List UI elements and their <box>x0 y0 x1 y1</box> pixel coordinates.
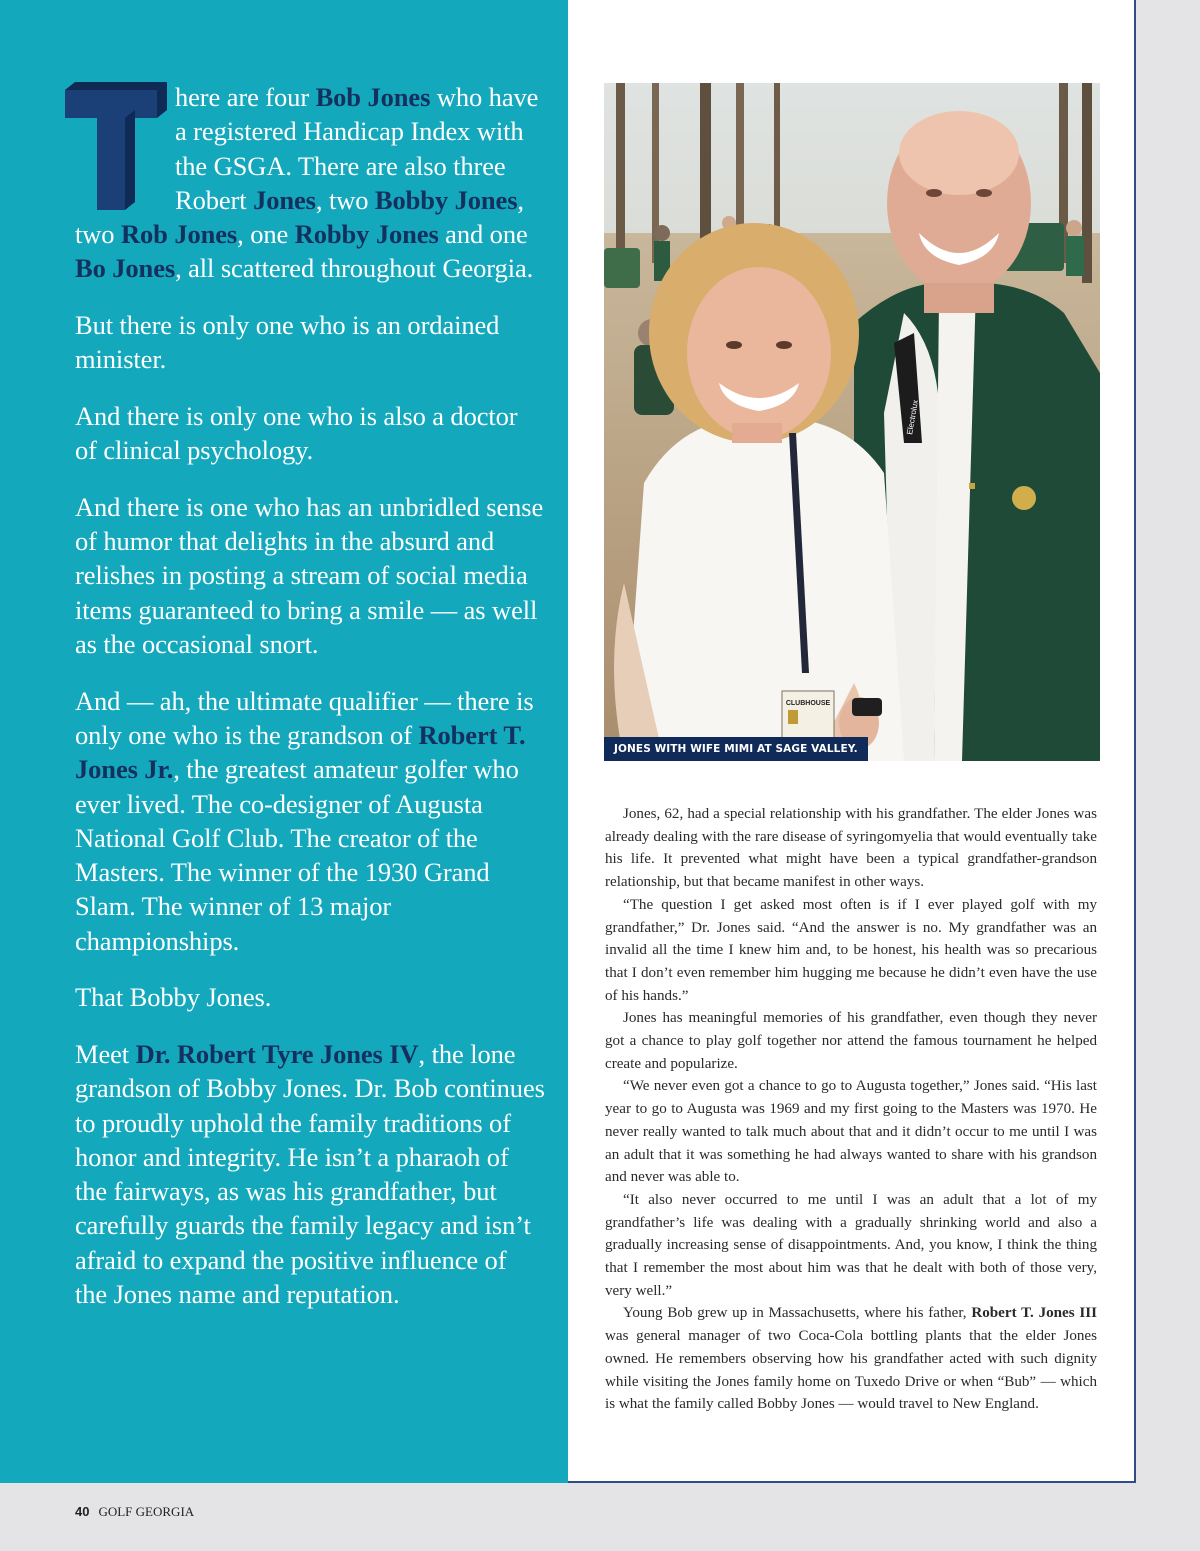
intro-paragraph-4: And there is one who has an unbridled sense of humor that delights in the absurd and relishes in posting a stream of social media items guaranteed to bring a smile — as well as the occasional snort. <box>75 491 544 660</box>
article-paragraph-2: “The question I get asked most often is if I ever played golf with my grandfather,” Dr. Jones said. “And the answer is no. My grandfather was an invalid all the time I knew him and, to be honest, his health was so precarious that I don’t even remember him hugging me because he didn’t even have the use of his hands.” <box>605 896 1097 1004</box>
article-paragraph-6: Young Bob grew up in Massachusetts, where his father, Robert T. Jones III was general manager of two Coca-Cola bottling plants that the elder Jones owned. He remembers observing how his grandfather acted with such dignity while visiting the Jones family home on Tuxedo Drive or when “Bub” — which is what the family called Bobby Jones — would travel to New England. <box>605 1305 1097 1413</box>
intro-paragraph-7: Meet Dr. Robert Tyre Jones IV, the lone grandson of Bobby Jones. Dr. Bob continues to proudly uphold the family traditions of honor and integrity. He isn’t a pharaoh of the fairways, as was his grandfather, but carefully guards the family legacy and isn’t afraid to expand the positive influence of the Jones name and reputation. <box>75 1038 545 1309</box>
publication-name: GOLF GEORGIA <box>98 1504 195 1519</box>
article-paragraph-5: “It also never occurred to me until I was an adult that a lot of my grandfather’s life was dealing with a gradually shrinking world and also a gradually increasing sense of disappointments. And, you know, I think the thing that I remember the most about him was that he dealt with both of those very, very well.” <box>605 1191 1097 1299</box>
article-body <box>605 803 1097 1416</box>
photo-illustration <box>604 83 1100 761</box>
teal-intro-panel <box>0 0 568 1483</box>
article-paragraph-1: Jones, 62, had a special relationship with his grandfather. The elder Jones was already dealing with the rare disease of syringomyelia that would eventually take his life. It prevented what might have been a typical grandfather-grandson relationship, but that became manifest in other ways. <box>605 806 1097 891</box>
page-number: 40 <box>75 1504 90 1519</box>
intro-paragraph-6: That Bobby Jones. <box>75 982 272 1013</box>
article-paragraph-4: “We never even got a chance to go to Augusta together,” Jones said. “His last year to go to Augusta was 1969 and my first going to the Masters was 1970. He never really wanted to talk much about that and it didn’t occur to me until I was an adult that it was something he had always wanted to share with his grandson and never was able to. <box>605 1078 1097 1186</box>
article-paragraph-3: Jones has meaningful memories of his grandfather, even though they never got a chance to play golf together nor attend the famous tournament he helped create and popularize. <box>605 1010 1097 1072</box>
intro-paragraph-3: And there is only one who is also a doctor of clinical psychology. <box>75 400 518 466</box>
photo-caption: JONES WITH WIFE MIMI AT SAGE VALLEY. <box>604 737 868 761</box>
intro-paragraph-5: And — ah, the ultimate qualifier — there is only one who is the grandson of Robert T. Jones Jr., the greatest amateur golfer who ever lived. The co-designer of Augusta National Golf Club. The creator of the Masters. The winner of the 1930 Grand Slam. The winner of 13 major championships. <box>75 685 534 956</box>
badge-text: CLUBHOUSE <box>785 700 831 707</box>
page-footer <box>75 1504 194 1520</box>
intro-paragraph-2: But there is only one who is an ordained minister. <box>75 310 500 375</box>
intro-paragraph-1: here are four Bob Jones who have a registered Handicap Index with the GSGA. There are also three Robert Jones, two Bobby Jones, two Rob Jones, one Robby Jones and one Bo Jones, all scattered throughout Georgia. <box>75 80 545 286</box>
intro-text <box>75 80 545 1334</box>
photo <box>604 83 1100 761</box>
drop-cap <box>65 82 173 212</box>
lanyard-text: Electrolux <box>905 399 921 436</box>
